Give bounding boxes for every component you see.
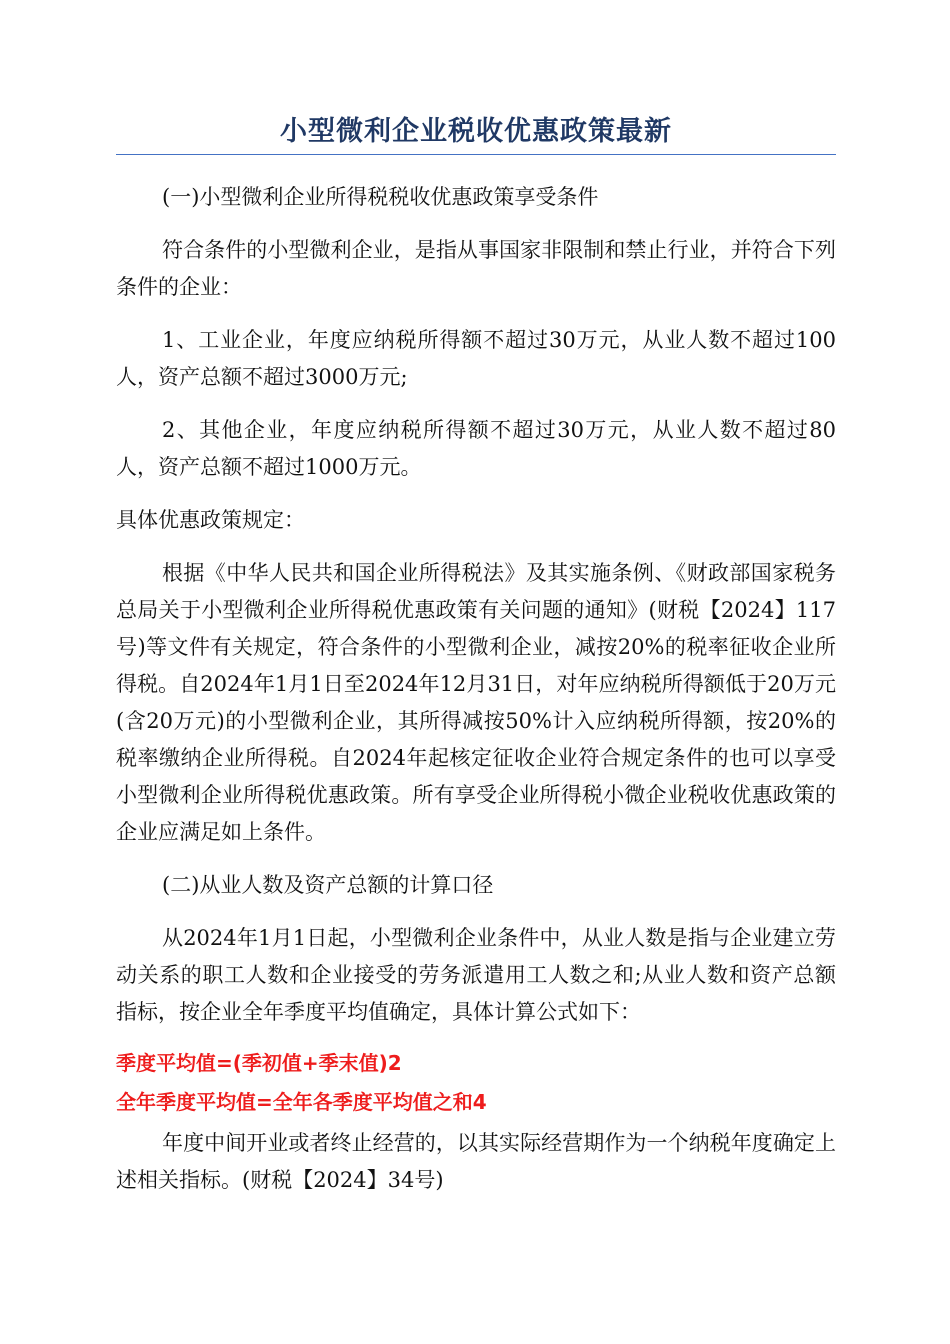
- calculation-paragraph: 从2024年1月1日起，小型微利企业条件中，从业人数是指与企业建立劳动关系的职工人数和企业接受的劳务派遣用工人数之和;从业人数和资产总额指标，按企业全年季度平均值确定，具体计算公式如下：: [116, 926, 836, 1024]
- condition-item-2: 2、其他企业，年度应纳税所得额不超过30万元，从业人数不超过80人，资产总额不超过1000万元。: [116, 418, 836, 479]
- section-heading-2: (二)从业人数及资产总额的计算口径: [162, 873, 494, 897]
- policy-paragraph: 根据《中华人民共和国企业所得税法》及其实施条例、《财政部国家税务总局关于小型微利企业所得税优惠政策有关问题的通知》(财税【2024】117号)等文件有关规定，符合条件的小型微利企业，减按20%的税率征收企业所得税。自2024年1月1日至2024年12月31日，对年应纳税所得额低于20万元(含20万元)的小型微利企业，其所得减按50%计入应纳税所得额，按20%的税率缴纳企业所得税。自2024年起核定征收企业符合规定条件的也可以享受小型微利企业所得税优惠政策。所有享受企业所得税小微企业税收优惠政策的企业应满足如上条件。: [116, 561, 836, 844]
- title-underline: [116, 154, 836, 155]
- document-page: [116, 112, 836, 1199]
- policy-label: 具体优惠政策规定：: [116, 508, 305, 532]
- condition-item-1: 1、工业企业，年度应纳税所得额不超过30万元，从业人数不超过100人，资产总额不超过3000万元;: [116, 328, 836, 389]
- section-heading-1: (一)小型微利企业所得税税收优惠政策享受条件: [162, 185, 599, 209]
- formula-annual-average: 全年季度平均值=全年各季度平均值之和4: [116, 1090, 487, 1114]
- intro-paragraph: 符合条件的小型微利企业，是指从事国家非限制和禁止行业，并符合下列条件的企业：: [116, 238, 836, 299]
- final-paragraph: 年度中间开业或者终止经营的，以其实际经营期作为一个纳税年度确定上述相关指标。(财税【2024】34号): [116, 1131, 836, 1192]
- page-title: 小型微利企业税收优惠政策最新: [280, 116, 672, 147]
- formula-quarter-average: 季度平均值=(季初值+季末值)2: [116, 1051, 402, 1075]
